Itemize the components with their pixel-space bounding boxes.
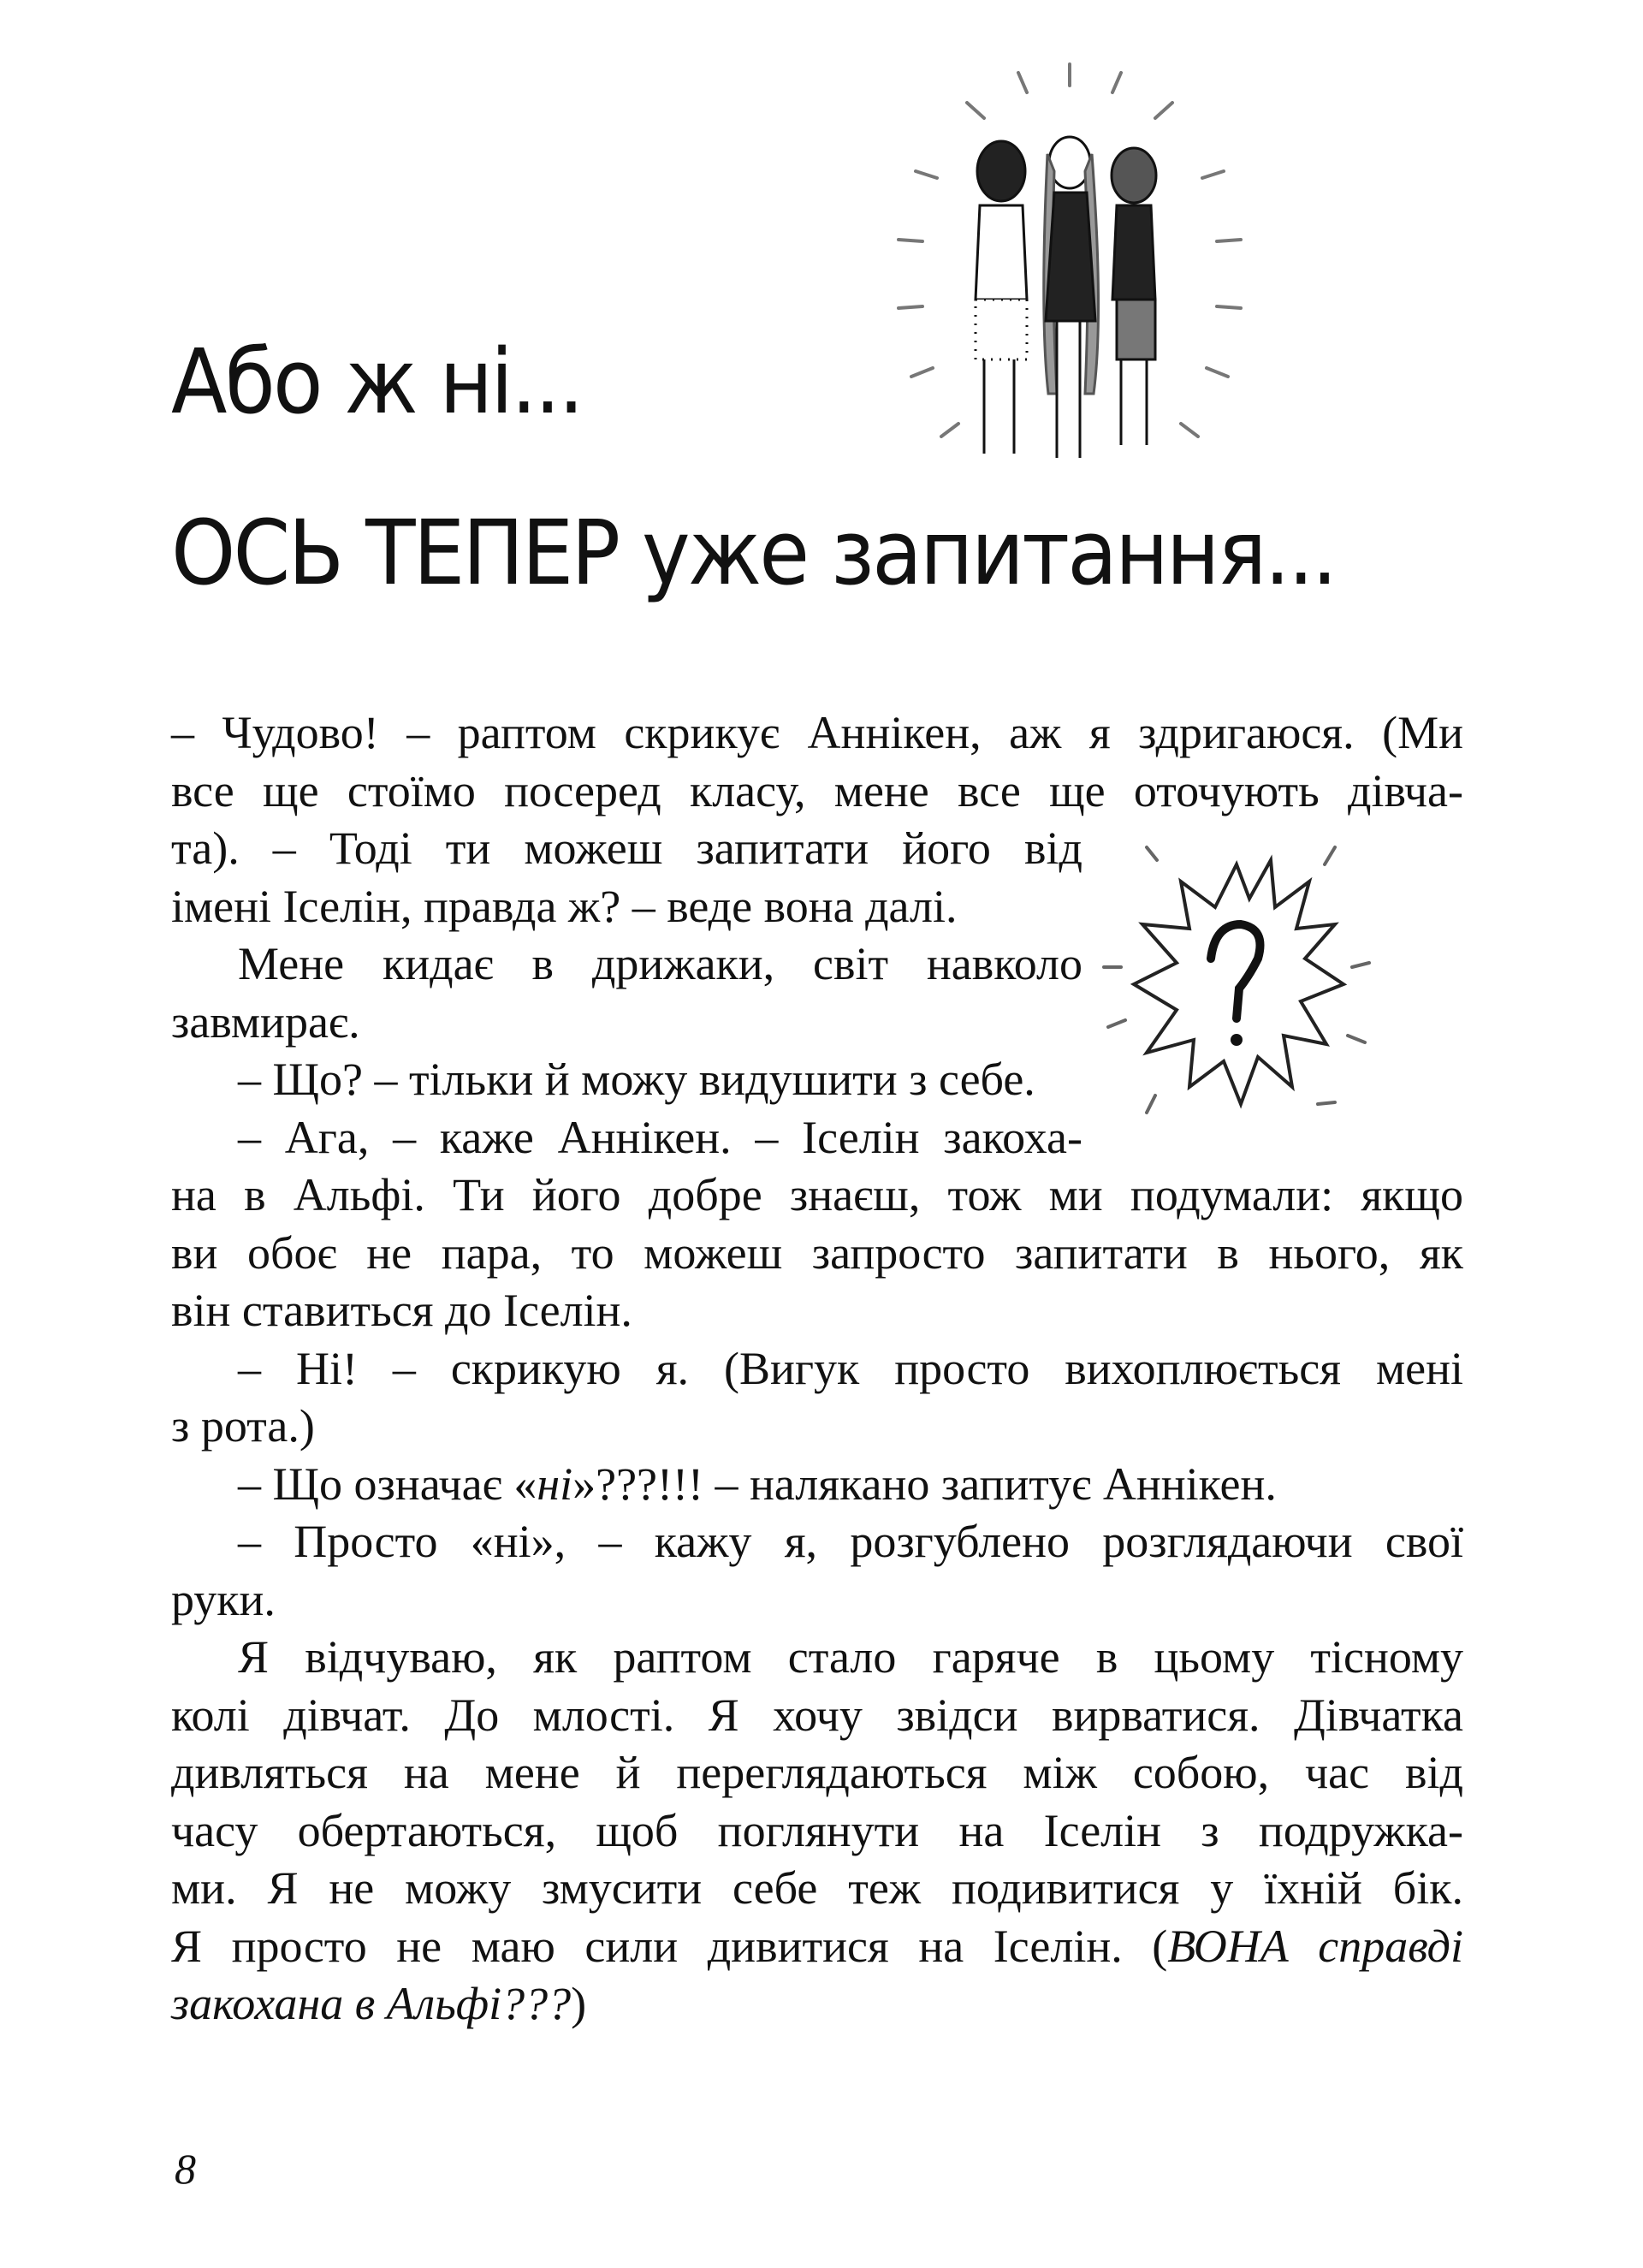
text-line: завмирає. xyxy=(171,995,360,1048)
chapter-title-line-1: Або ж ні... xyxy=(171,330,583,434)
text-line xyxy=(171,1975,1463,2033)
text-line: – Ага, – каже Аннікен. – Іселін закоха- xyxy=(238,1111,1082,1163)
text-line xyxy=(171,1456,1463,1514)
text-line xyxy=(171,1918,1463,1976)
text-line: імені Іселін, правда ж? – веде вона далі. xyxy=(171,880,958,932)
text-line: колі дівчат. До млості. Я хочу звідси вирватися. Дівчатка xyxy=(171,1689,1463,1741)
text-line: – Що? – тільки й можу видушити з себе. xyxy=(238,1054,1035,1105)
text-line: – Ні! – скрикую я. (Вигук просто вихоплюється мені xyxy=(238,1342,1463,1394)
text-line: та). – Тоді ти можеш запитати його від xyxy=(171,822,1082,874)
text-span: – Що означає « xyxy=(238,1458,537,1510)
text-line: він ставиться до Іселін. xyxy=(171,1285,632,1336)
text-line: дивляться на мене й переглядаються між собою, час від xyxy=(171,1747,1463,1798)
body-text xyxy=(171,704,1463,2033)
text-line: Мене кидає в дрижаки, світ навколо xyxy=(238,938,1082,989)
italic-span: ні xyxy=(537,1458,573,1510)
text-line: на в Альфі. Ти його добре знаєш, тож ми подумали: якщо xyxy=(171,1169,1463,1220)
text-line: руки. xyxy=(171,1573,276,1625)
text-line: ми. Я не можу змусити себе теж подивитися у їхній бік. xyxy=(171,1862,1463,1914)
text-line: – Чудово! – раптом скрикує Аннікен, аж я здригаюся. (Ми xyxy=(171,707,1463,758)
text-line: часу обертаються, щоб поглянути на Іселін з подружка- xyxy=(171,1804,1463,1856)
text-line: – Просто «ні», – кажу я, розгублено розглядаючи свої xyxy=(238,1516,1463,1567)
text-line: з рота.) xyxy=(171,1400,315,1452)
italic-span: закохана в Альфі??? xyxy=(171,1978,572,2029)
italic-span: ВОНА справді xyxy=(1167,1920,1463,1972)
text-line: ви обоє не пара, то можеш запросто запитати в нього, як xyxy=(171,1226,1463,1279)
text-span: ) xyxy=(571,1978,587,2029)
three-girls-illustration xyxy=(864,60,1275,488)
text-span: Я просто не маю сили дивитися на Іселін. ( xyxy=(171,1920,1168,1972)
text-line: Я відчуваю, як раптом стало гаряче в цьому тісному xyxy=(238,1631,1463,1683)
page-number: 8 xyxy=(175,2145,196,2193)
text-span: »???!!! – налякано запитує Аннікен. xyxy=(572,1458,1277,1510)
text-line: все ще стоїмо посеред класу, мене все ще оточують дівча- xyxy=(171,764,1463,816)
chapter-title-line-2: ОСЬ ТЕПЕР уже запитання... xyxy=(171,501,1336,605)
